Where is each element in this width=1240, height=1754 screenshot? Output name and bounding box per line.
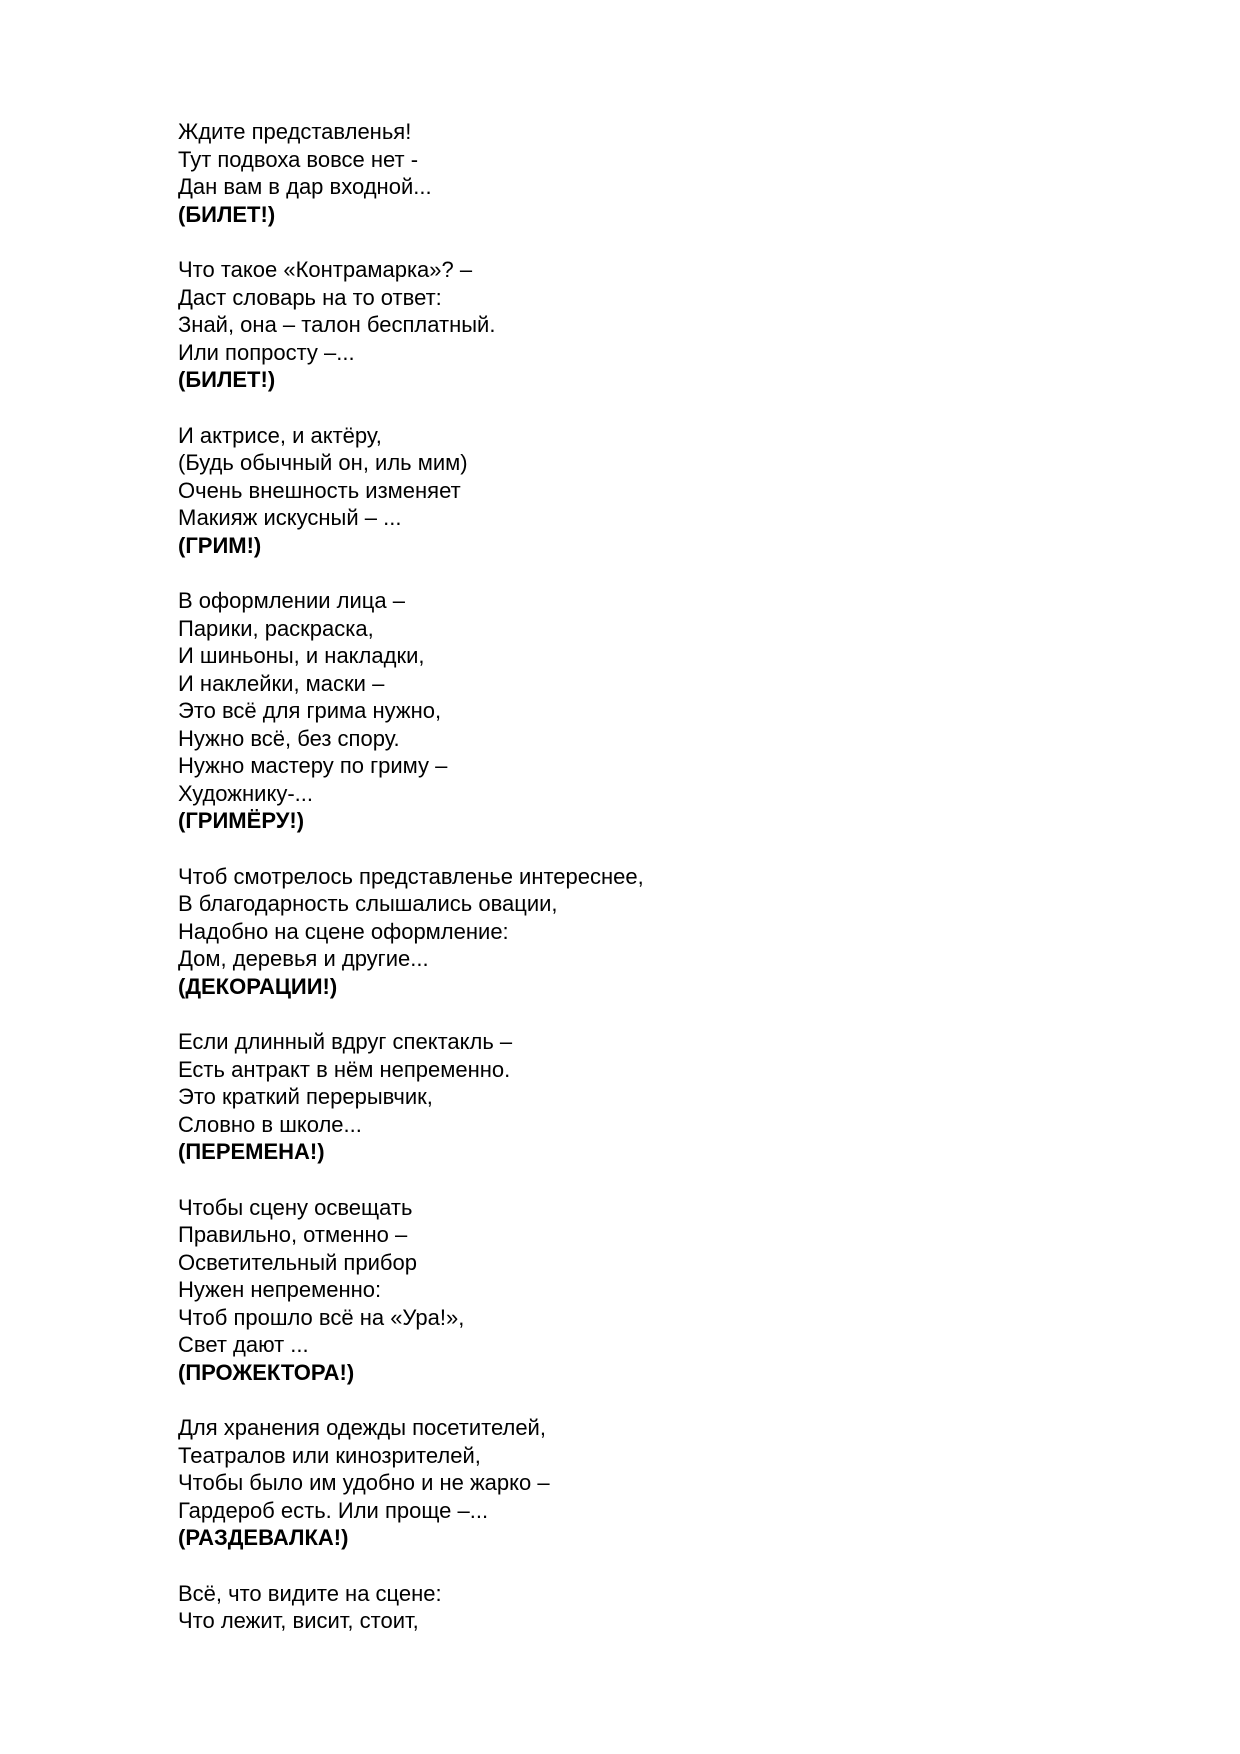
verse-line: Осветительный прибор (178, 1249, 417, 1275)
stanza (178, 1028, 1078, 1166)
verse-line: Для хранения одежды посетителей, (178, 1415, 546, 1440)
verse-line: Это всё для грима нужно, (178, 698, 442, 723)
riddle-answer: (РАЗДЕВАЛКА!) (178, 1525, 349, 1550)
verse-line: Есть антракт в нём непременно. (178, 1056, 511, 1082)
verse-line: Даст словарь на то ответ: (178, 284, 442, 310)
verse-line: Художнику-... (178, 780, 313, 806)
verse-line: (Будь обычный он, иль мим) (178, 450, 468, 475)
verse-line: Парики, раскраска, (178, 615, 374, 641)
stanza (178, 422, 1078, 560)
verse-line: Очень внешность изменяет (178, 477, 461, 503)
stanza (178, 863, 1078, 1001)
verse-line: Чтобы сцену освещать (178, 1194, 413, 1220)
verse-line: Дом, деревья и другие... (178, 946, 429, 971)
stanza (178, 118, 1078, 228)
stanza (178, 587, 1078, 835)
verse-line: Нужен непременно: (178, 1277, 382, 1302)
verse-line: Макияж искусный – ... (178, 505, 402, 530)
stanza (178, 256, 1078, 394)
verse-line: Театралов или кинозрителей, (178, 1442, 481, 1468)
poem-text (178, 118, 1078, 1663)
verse-line: И шиньоны, и накладки, (178, 643, 425, 668)
riddle-answer: (ДЕКОРАЦИИ!) (178, 973, 338, 999)
verse-line: Чтоб смотрелось представленье интереснее, (178, 863, 644, 889)
verse-line: Это краткий перерывчик, (178, 1084, 433, 1109)
verse-line: Нужно мастеру по гриму – (178, 753, 448, 778)
verse-line: Нужно всё, без спору. (178, 725, 400, 751)
verse-line: Знай, она – талон бесплатный. (178, 312, 496, 337)
verse-line: В благодарность слышались овации, (178, 891, 558, 916)
verse-line: Что лежит, висит, стоит, (178, 1608, 419, 1633)
stanza (178, 1414, 1078, 1552)
verse-line: И наклейки, маски – (178, 670, 385, 696)
riddle-answer: (ПЕРЕМЕНА!) (178, 1139, 325, 1164)
verse-line: В оформлении лица – (178, 588, 405, 613)
verse-line: Гардероб есть. Или проще –... (178, 1497, 489, 1523)
verse-line: Правильно, отменно – (178, 1222, 408, 1247)
verse-line: Тут подвоха вовсе нет - (178, 146, 419, 172)
stanza (178, 1580, 1078, 1635)
riddle-answer: (ГРИМЁРУ!) (178, 808, 305, 833)
riddle-answer: (ПРОЖЕКТОРА!) (178, 1359, 355, 1385)
verse-line: И актрисе, и актёру, (178, 422, 382, 448)
riddle-answer: (БИЛЕТ!) (178, 201, 276, 227)
verse-line: Свет дают ... (178, 1332, 309, 1357)
riddle-answer: (БИЛЕТ!) (178, 367, 276, 392)
verse-line: Словно в школе... (178, 1111, 362, 1137)
verse-line: Если длинный вдруг спектакль – (178, 1029, 513, 1054)
verse-line: Надобно на сцене оформление: (178, 918, 509, 944)
verse-line: Чтоб прошло всё на «Ура!», (178, 1304, 465, 1330)
verse-line: Всё, что видите на сцене: (178, 1580, 442, 1606)
verse-line: Чтобы было им удобно и не жарко – (178, 1470, 550, 1495)
stanza (178, 1194, 1078, 1387)
verse-line: Что такое «Контрамарка»? – (178, 257, 473, 282)
verse-line: Ждите представленья! (178, 119, 412, 144)
verse-line: Или попросту –... (178, 339, 355, 365)
verse-line: Дан вам в дар входной... (178, 174, 432, 199)
riddle-answer: (ГРИМ!) (178, 532, 262, 558)
